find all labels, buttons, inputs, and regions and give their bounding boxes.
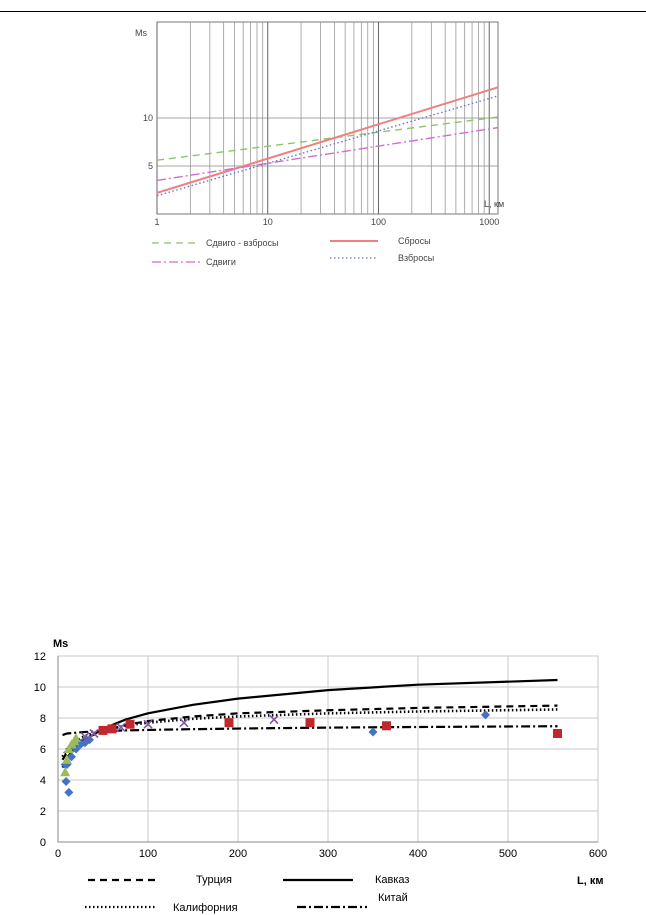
x-tick-label: 100: [138, 848, 158, 860]
y-tick-label: 10: [33, 682, 46, 694]
axes: [34, 651, 607, 860]
point-x: [270, 716, 278, 724]
chart-magnitude-length-regions: [0, 620, 646, 915]
x-tick-label: 1000: [479, 217, 500, 227]
series-lines: [157, 87, 498, 195]
y-tick-label: 8: [39, 713, 46, 725]
legend: [152, 236, 434, 267]
grid: [58, 656, 598, 842]
x-axis-label: L, км: [484, 199, 505, 209]
x-tick-label: 0: [54, 848, 62, 860]
y-tick-label: 6: [39, 744, 46, 756]
point-square: [108, 724, 117, 733]
point-diamond: [62, 777, 71, 786]
point-triangle: [60, 767, 70, 776]
x-tick-label: 10: [262, 217, 273, 227]
x-tick-label: 600: [588, 848, 608, 860]
legend-label: Калифорния: [173, 902, 238, 914]
x-tick-label: 500: [498, 848, 518, 860]
y-tick-label: 5: [147, 161, 153, 171]
y-axis-label: Ms: [53, 638, 69, 650]
legend-label: Взбросы: [398, 253, 435, 263]
point-square: [126, 720, 135, 729]
chart-log-magnitude-length: [0, 0, 646, 280]
grid: [157, 22, 498, 214]
x-tick-label: 100: [370, 217, 387, 227]
point-triangle: [71, 733, 81, 742]
series-line-2: [157, 87, 498, 193]
point-diamond: [64, 788, 73, 797]
point-x: [180, 719, 188, 727]
x-tick-label: 300: [318, 848, 338, 860]
y-tick-label: 2: [39, 806, 46, 818]
legend-label: Сбросы: [398, 236, 431, 246]
y-tick-label: 4: [39, 775, 46, 787]
x-tick-label: 1: [154, 217, 160, 227]
point-square: [99, 726, 108, 735]
series-line-4: [157, 96, 498, 196]
y-tick-label: 10: [142, 113, 153, 123]
x-tick-label: 200: [228, 848, 248, 860]
point-square: [225, 718, 234, 727]
legend-label: Турция: [196, 874, 232, 886]
x-tick-label: 400: [408, 848, 428, 860]
legend-label: Сдвиго - взбросы: [206, 238, 279, 248]
legend-label: Кавказ: [375, 874, 410, 886]
y-tick-label: 12: [33, 651, 46, 663]
x-axis-label: L, км: [577, 875, 604, 887]
legend-label: Сдвиги: [206, 257, 236, 267]
point-square: [382, 721, 391, 730]
point-square: [553, 729, 562, 738]
y-tick-label: 0: [39, 837, 46, 849]
legend: [85, 874, 409, 914]
legend-label: Китай: [378, 892, 408, 904]
series-line-4: [63, 726, 558, 735]
y-axis-label: Ms: [135, 28, 147, 38]
point-square: [306, 718, 315, 727]
axes: [143, 113, 499, 227]
point-diamond: [369, 727, 378, 736]
